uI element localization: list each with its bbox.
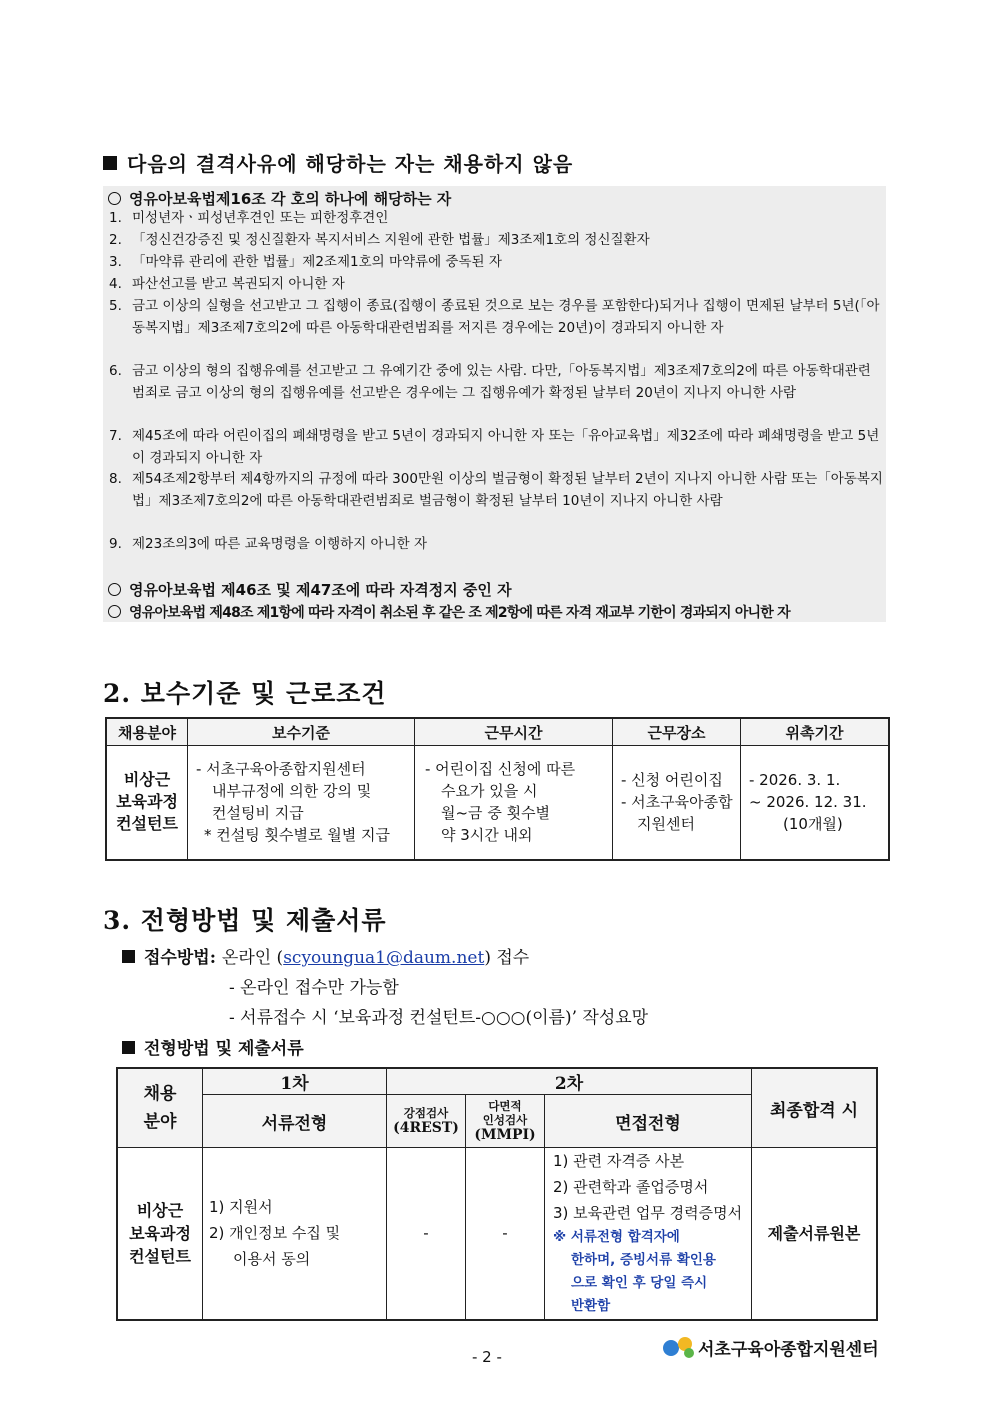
cell-line: - 서초구육아종합지원센터 [196,760,366,779]
cell-line: 내부규정에 의한 강의 및 [212,782,372,801]
cell-line: (4REST) [393,1120,459,1136]
selection-table [116,1067,878,1321]
item-number: 7. [109,428,122,444]
section2-title: 2. 보수기준 및 근로조건 [103,679,387,708]
disqualification-item [109,252,884,274]
disqualification-item [109,361,884,404]
item-text: 금고 이상의 실형을 선고받고 그 집행이 종료(집행이 종료된 것으로 보는 경우를 포함한다)되거나 집행이 면제된 날부터 5년(「아동복지법」제3조제7호의2에 따른 아동학대관련범죄를 저지른 경우에는 20년)이 경과되지 아니한 자 [132,298,880,336]
cell-line: 분야 [143,1112,177,1132]
disqualification-item [109,469,884,512]
cell-line: ~ 2026. 12. 31. [749,793,867,812]
cell-line: - 어린이집 신청에 따른 [425,760,576,779]
item-text: 미성년자ㆍ피성년후견인 또는 피한정후견인 [132,210,389,226]
field-cell [117,1148,203,1320]
circle-item-text: 영유아보육법 제46조 및 제47조에 따라 자격정지 중인 자 [129,581,512,599]
mmpi-cell: - [466,1148,545,1320]
cell-line: 컨설팅비 지급 [212,804,304,823]
field-cell [106,746,188,860]
cell-line: 인성검사 [482,1113,528,1127]
cell-line: 약 3시간 내외 [441,826,533,845]
item-text: 제54조제2항부터 제4항까지의 규정에 따라 300만원 이상의 벌금형이 확정된 날부터 2년이 지나지 아니한 사람 또는「아동복지법」제3조제7호의2에 따른 아동학대관련범죄로 벌금형이 확정된 날부터 10년이 지나지 아니한 사람 [132,471,883,509]
item-text: 파산선고를 받고 복권되지 아니한 자 [132,276,345,292]
center-logo-icon [662,1334,698,1360]
disqualification-item [109,534,884,556]
receipt-pre-text: 온라인 ( [221,948,284,968]
receipt-note: - 온라인 접수만 가능함 [229,978,399,998]
cell-line: 보육과정 [129,1223,191,1243]
item-number: 6. [109,363,122,379]
disqualification-circle-item [108,188,451,209]
circle-item-text: 영유아보육법제16조 각 호의 하나에 해당하는 자 [129,190,452,208]
cell-line: 지원센터 [637,815,695,834]
note-line: 으로 확인 후 당일 즉시 [571,1275,708,1292]
table-header: 근무시간 [415,718,613,746]
cell-line: - 서초구육아종합 [621,793,733,812]
table-header: 채용분야 [106,718,188,746]
period-cell [741,746,890,860]
round2-header: 2차 [387,1068,752,1095]
section3-title: 3. 전형방법 및 제출서류 [103,906,387,935]
cell-line: 강점검사 [403,1106,449,1120]
logo-text: 서초구육아종합지원센터 [698,1339,879,1360]
item-number: 3. [109,254,122,270]
item-number: 4. [109,276,122,292]
cell-line: * 컨설팅 횟수별로 월별 지급 [204,826,390,845]
page-number: - 2 - [472,1348,502,1366]
document-screening-header: 서류전형 [203,1095,387,1148]
disqualification-heading [103,148,573,177]
disqualification-item [109,274,884,296]
cell-line: 컨설턴트 [116,814,178,834]
cell-line: 이용서 동의 [233,1250,311,1269]
item-number: 1. [109,210,122,226]
receipt-method [122,943,529,968]
square-bullet-icon [103,156,117,170]
pay-cell [188,746,415,860]
receipt-post-text: ) 접수 [484,948,530,968]
cell-line: (MMPI) [474,1127,536,1143]
cell-line: - 2026. 3. 1. [749,771,841,790]
circle-bullet-icon [108,583,121,596]
disqualification-circle-item [108,579,512,600]
cell-line: 다면적 [488,1099,522,1113]
pay-conditions-table [105,717,890,861]
table-header: 위촉기간 [741,718,890,746]
square-bullet-icon [122,1041,135,1054]
mmpi-header [466,1095,545,1148]
table-header: 보수기준 [188,718,415,746]
circle-bullet-icon [108,192,121,205]
cell-line: 채용 [143,1084,177,1104]
final-cell: 제출서류원본 [752,1148,878,1320]
item-text: 「정신건강증진 및 정신질환자 복지서비스 지원에 관한 법률」제3조제1호의 정신질환자 [132,232,650,248]
disqualification-item [109,208,884,230]
note-line: ※ 서류전형 합격자에 [553,1229,680,1246]
cell-line: 월~금 중 횟수별 [441,804,551,823]
item-text: 금고 이상의 형의 집행유예를 선고받고 그 유예기간 중에 있는 사람. 다만,「아동복지법」제3조제7호의2에 따른 아동학대관련 범죄로 금고 이상의 형의 집행유예를 선고받은 경우에는 그 집행유예가 확정된 날부터 20년이 지나지 아니한 사람 [132,363,871,401]
item-text: 「마약류 관리에 관한 법률」제2조제1호의 마약류에 중독된 자 [132,254,502,270]
disqualification-item [109,296,884,339]
interview-cell [545,1148,752,1320]
cell-line: 수요가 있을 시 [441,782,538,801]
disqualification-heading-text: 다음의 결격사유에 해당하는 자는 채용하지 않음 [127,152,574,176]
cell-line: 비상근 [123,770,171,790]
strength-test-cell: - [387,1148,466,1320]
cell-line: 2) 개인정보 수집 및 [209,1224,341,1243]
circle-item-text: 영유아보육법 제48조 제1항에 따라 자격이 취소된 후 같은 조 제2항에 따른 자격 재교부 기한이 경과되지 아니한 자 [129,605,790,621]
final-header: 최종합격 시 [752,1068,878,1148]
cell-line: 1) 관련 자격증 사본 [553,1152,685,1171]
item-number: 8. [109,471,122,487]
cell-line: 컨설턴트 [129,1246,191,1266]
receipt-note: - 서류접수 시 ‘보육과정 컨설턴트-○○○(이름)’ 작성요망 [229,1008,649,1028]
table-header: 근무장소 [613,718,741,746]
place-cell [613,746,741,860]
cell-line: 3) 보육관련 업무 경력증명서 [553,1204,743,1223]
hours-cell [415,746,613,860]
receipt-label: 접수방법: [144,948,216,968]
strength-test-header [387,1095,466,1148]
disqualification-item [109,230,884,252]
item-number: 2. [109,232,122,248]
item-text: 제23조의3에 따른 교육명령을 이행하지 아니한 자 [132,536,428,552]
cell-line: 보육과정 [116,792,178,812]
center-logo [662,1334,879,1360]
selection-subheading [122,1034,304,1059]
selection-subheading-text: 전형방법 및 제출서류 [144,1039,304,1059]
document-screening-cell [203,1148,387,1320]
item-number: 5. [109,298,122,314]
disqualification-circle-item [108,602,790,622]
item-number: 9. [109,536,122,552]
note-line: 반환함 [571,1298,611,1315]
round1-header: 1차 [203,1068,387,1095]
square-bullet-icon [122,950,135,963]
cell-line: (10개월) [783,815,843,834]
cell-line: 2) 관련학과 졸업증명서 [553,1178,709,1197]
disqualification-box [103,186,886,622]
disqualification-item [109,426,884,469]
cell-line: 비상근 [136,1200,184,1220]
email-link[interactable]: scyoungua1@daum.net [283,948,485,968]
note-line: 한하며, 증빙서류 확인용 [571,1252,716,1269]
interview-header: 면접전형 [545,1095,752,1148]
cell-line: - 신청 어린이집 [621,771,723,790]
item-text: 제45조에 따라 어린이집의 폐쇄명령을 받고 5년이 경과되지 아니한 자 또는「유아교육법」제32조에 따라 폐쇄명령을 받고 5년이 경과되지 아니한 자 [132,428,880,466]
circle-bullet-icon [108,605,121,618]
cell-line: 1) 지원서 [209,1198,273,1217]
field-header [117,1068,203,1148]
